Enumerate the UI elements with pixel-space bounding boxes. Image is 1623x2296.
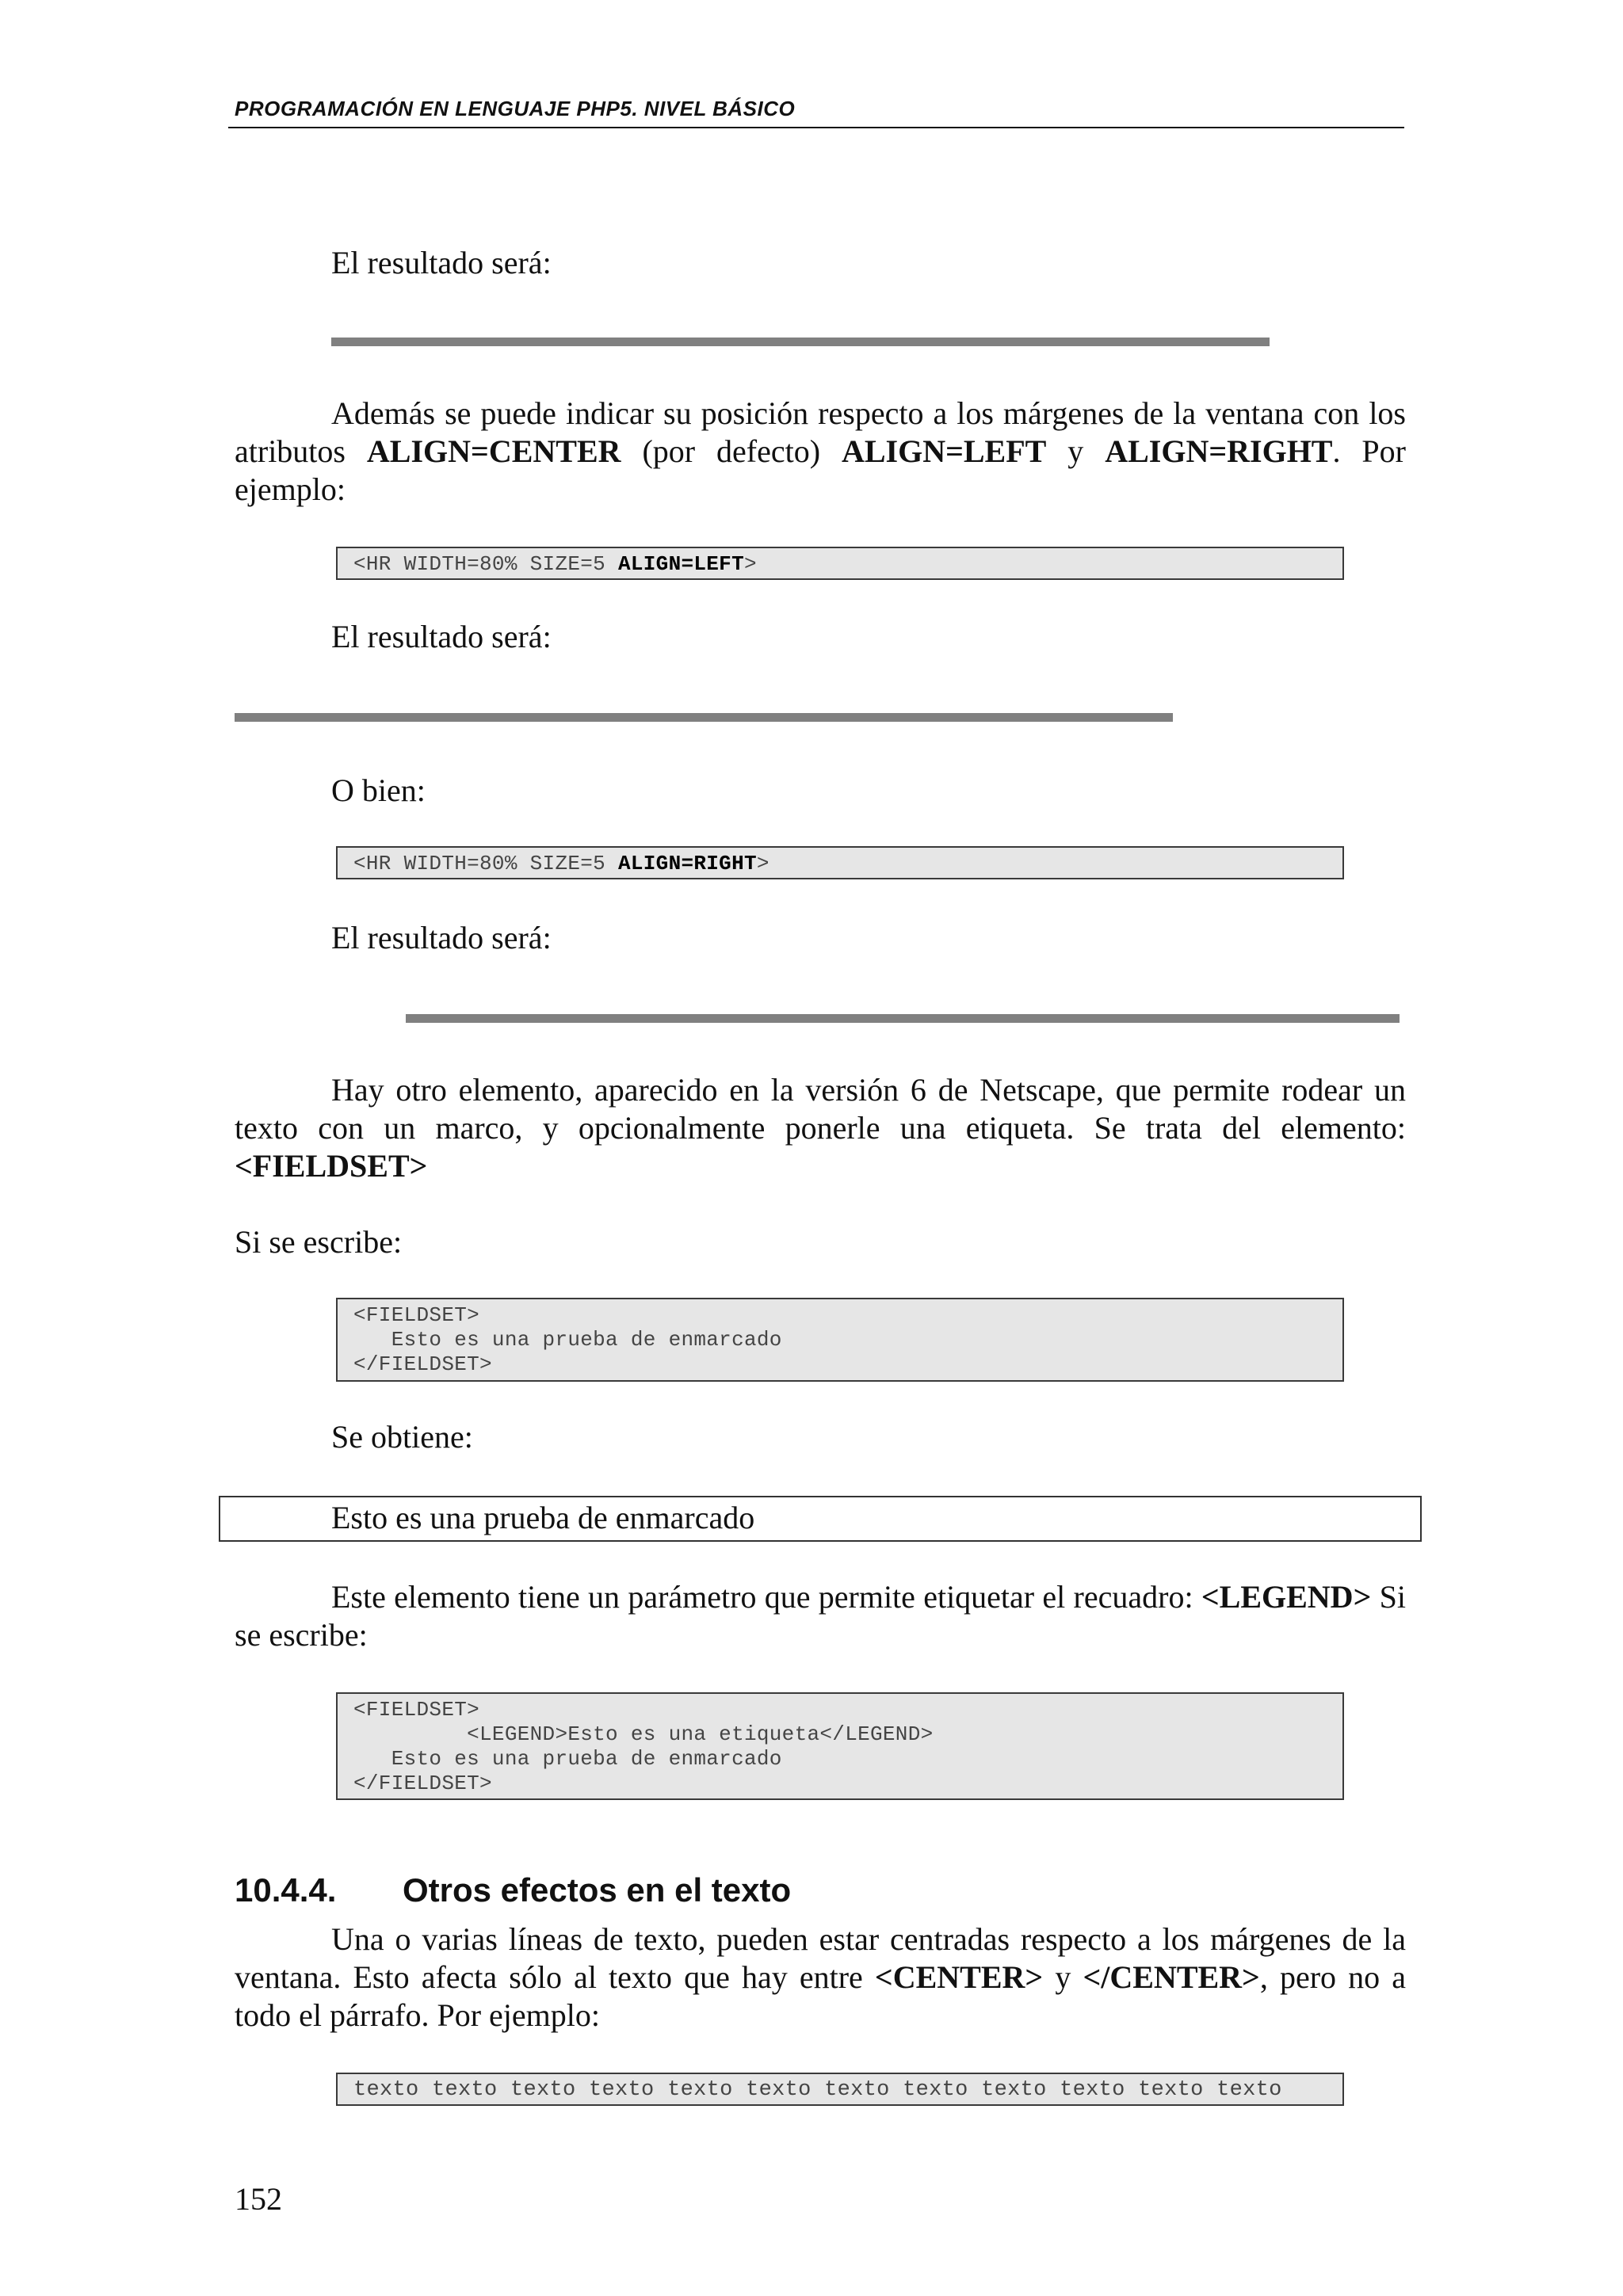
code-block-legend	[336, 1692, 1344, 1800]
hr-example-right	[406, 1014, 1400, 1023]
code-block-fieldset	[336, 1298, 1344, 1382]
paragraph-align: Además se puede indicar su posición respecto a los márgenes de la ventana con los atributos ALIGN=CENTER (por defecto) ALIGN=LEFT y ALIGN=RIGHT. Por ejemplo:	[235, 395, 1406, 507]
code-line: <FIELDSET>	[353, 1698, 480, 1722]
code-line: Esto es una prueba de enmarcado	[353, 1328, 782, 1352]
hr-example-center	[331, 338, 1270, 346]
page-number: 152	[235, 2181, 282, 2217]
paragraph-fieldset: Hay otro elemento, aparecido en la versión 6 de Netscape, que permite rodear un texto con un marco, y opcionalmente ponerle una etiqueta. Se trata del elemento: <FIELDSET>	[235, 1072, 1406, 1184]
code-block-texto: texto texto texto texto texto texto texto texto texto texto texto texto	[336, 2073, 1344, 2106]
code-line: </FIELDSET>	[353, 1352, 492, 1376]
running-header: PROGRAMACIÓN EN LENGUAJE PHP5. NIVEL BÁSICO	[235, 97, 796, 120]
code-block-hr-left: <HR WIDTH=80% SIZE=5 ALIGN=LEFT>	[336, 547, 1344, 580]
code-line: <FIELDSET>	[353, 1303, 480, 1327]
code-line: </FIELDSET>	[353, 1772, 492, 1795]
code-line: <LEGEND>Esto es una etiqueta</LEGEND>	[353, 1722, 934, 1746]
code-block-hr-right: <HR WIDTH=80% SIZE=5 ALIGN=RIGHT>	[336, 846, 1344, 879]
hr-example-left	[235, 713, 1173, 722]
section-title: Otros efectos en el texto	[403, 1871, 792, 1909]
paragraph-center: Una o varias líneas de texto, pueden estar centradas respecto a los márgenes de la ventana. Esto afecta sólo al texto que hay entre <CENTER> y </CENTER>, pero no a todo el párrafo. Por ejemplo:	[235, 1921, 1407, 2033]
se-obtiene-label: Se obtiene:	[331, 1419, 473, 1455]
result-label-2: El resultado será:	[331, 619, 552, 654]
code-line: Esto es una prueba de enmarcado	[353, 1747, 782, 1771]
fieldset-demo-text: Esto es una prueba de enmarcado	[331, 1500, 755, 1535]
result-label-1: El resultado será:	[331, 245, 552, 280]
header-rule	[228, 127, 1404, 128]
si-se-escribe-label: Si se escribe:	[235, 1224, 403, 1260]
section-number: 10.4.4.	[235, 1871, 337, 1909]
result-label-3: El resultado será:	[331, 920, 552, 955]
o-bien-label: O bien:	[331, 772, 426, 808]
paragraph-legend: Este elemento tiene un parámetro que permite etiquetar el recuadro: <LEGEND> Si se escribe:	[235, 1579, 1406, 1653]
